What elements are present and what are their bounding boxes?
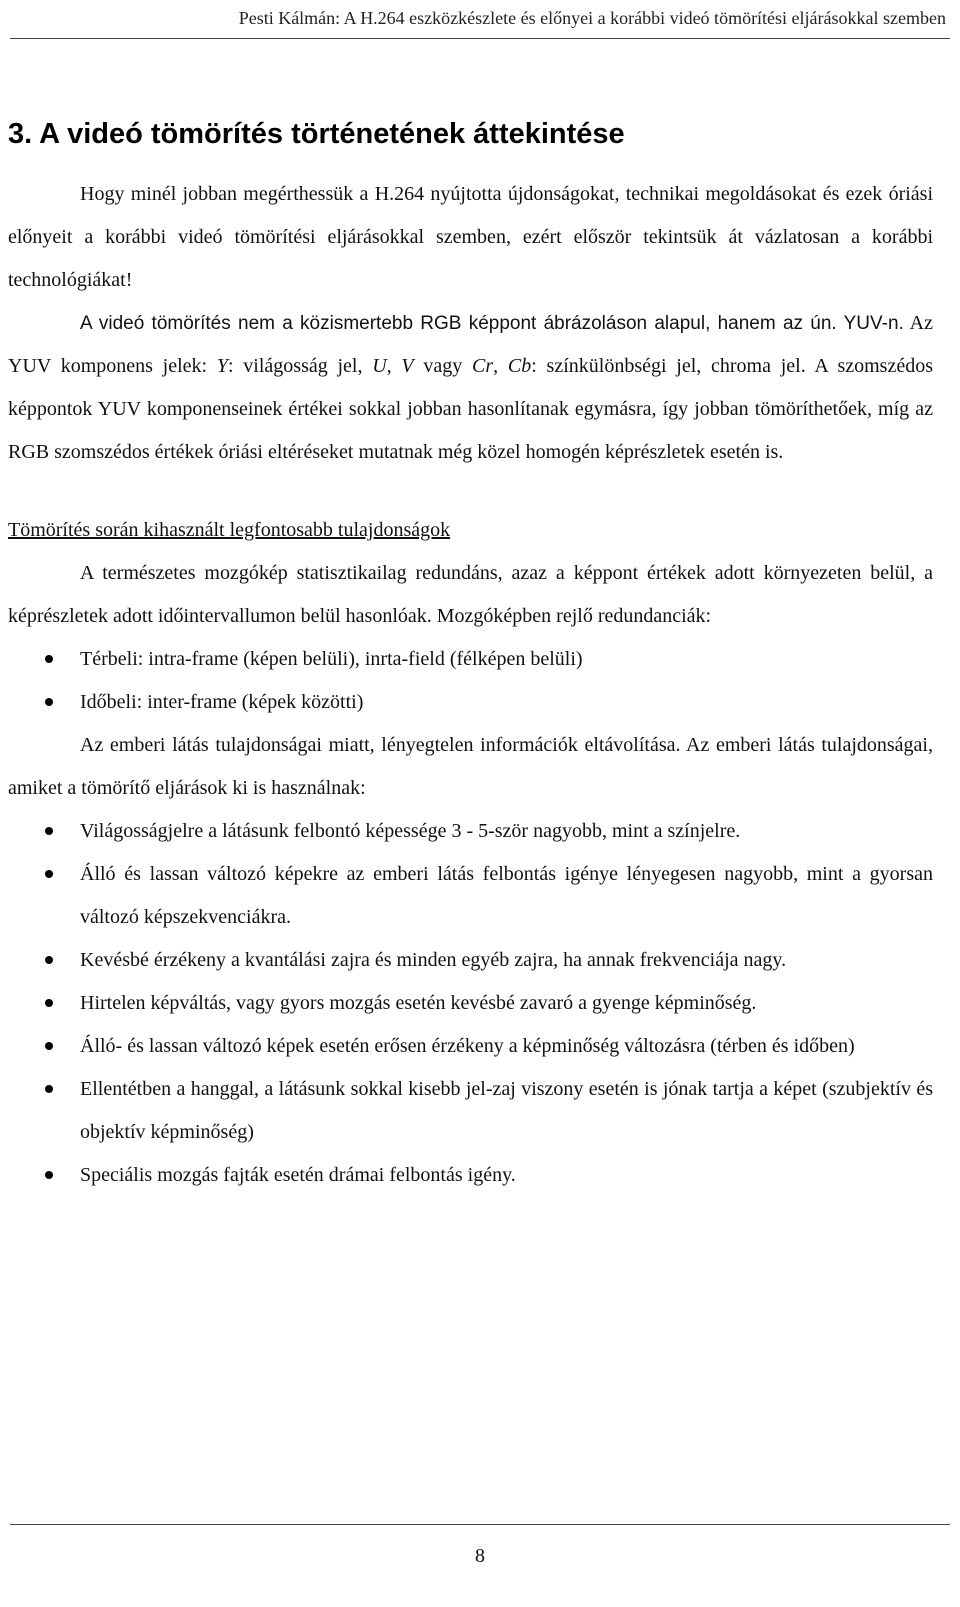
list-item-text: Speciális mozgás fajták esetén drámai felbontás igény. xyxy=(80,1164,516,1186)
page-number: 8 xyxy=(475,1545,485,1567)
list-item xyxy=(8,853,933,939)
list-item xyxy=(8,810,933,853)
yuv-rest: : színkülönbségi jel, chroma jel. A szomszédos képpontok YUV komponenseinek értékei sokkal jobban hasonlítanak egymásra, így jobban tömöríthetőek, míg az RGB szomszédos értékek óriási eltéréseket mutatnak még közel homogén képrészletek esetén is. xyxy=(8,355,933,463)
yuv-comma2: , xyxy=(493,355,508,377)
list-item-text: Térbeli: intra-frame (képen belüli), inrta-field (félképen belüli) xyxy=(80,648,583,670)
yuv-y: Y xyxy=(216,355,228,377)
vision-properties-list xyxy=(8,810,933,1197)
list-item-text: Világosságjelre a látásunk felbontó képessége 3 - 5-ször nagyobb, mint a színjelre. xyxy=(80,820,741,842)
list-item-text: Ellentétben a hanggal, a látásunk sokkal kisebb jel-zaj viszony esetén is jónak tartja a képet (szubjektív és objektív képminőség) xyxy=(80,1078,933,1143)
yuv-u: U xyxy=(372,355,387,377)
list-item-text: Kevésbé érzékeny a kvantálási zajra és minden egyéb zajra, ha annak frekvenciája nagy. xyxy=(80,949,787,971)
list-item xyxy=(8,1068,933,1154)
list-item-text: Álló- és lassan változó képek esetén erősen érzékeny a képminőség változásra (térben és időben) xyxy=(80,1035,855,1057)
list-item xyxy=(8,1154,933,1197)
bullet-icon xyxy=(45,1085,53,1093)
yuv-paragraph-lead: A videó tömörítés nem a közismertebb RGB képpont ábrázoláson alapul, hanem az ún. YUV-n. xyxy=(80,313,904,334)
yuv-cr: Cr xyxy=(472,355,494,377)
section-title: 3. A videó tömörítés történetének áttekintése xyxy=(8,118,625,150)
bullet-icon xyxy=(45,827,53,835)
intro-paragraph: Hogy minél jobban megérthessük a H.264 nyújtotta újdonságokat, technikai megoldásokat és ezek óriási előnyeit a korábbi videó tömörítési eljárásokkal szemben, ezért először tekintsük át vázlatosan a korábbi technológiákat! xyxy=(8,183,933,291)
yuv-v: V xyxy=(401,355,414,377)
yuv-y-desc: : világosság jel, xyxy=(227,355,373,377)
bullet-icon xyxy=(45,655,53,663)
page-content xyxy=(8,118,933,1197)
list-item xyxy=(8,939,933,982)
header-rule xyxy=(10,38,950,39)
bullet-icon xyxy=(45,1171,53,1179)
list-item-text: Álló és lassan változó képekre az emberi látás felbontás igénye lényegesen nagyobb, mint a gyorsan változó képszekvenciákra. xyxy=(80,863,933,928)
yuv-paragraph xyxy=(8,302,933,474)
vision-paragraph: Az emberi látás tulajdonságai miatt, lényegtelen információk eltávolítása. Az emberi látás tulajdonságai, amiket a tömörítő eljárások ki is használnak: xyxy=(8,734,933,799)
yuv-cb: Cb xyxy=(507,355,532,377)
yuv-intro: Az YUV komponens jelek: xyxy=(8,312,934,377)
footer-rule xyxy=(10,1524,950,1525)
bullet-icon xyxy=(45,956,53,964)
list-item xyxy=(8,1025,933,1068)
running-header: Pesti Kálmán: A H.264 eszközkészlete és előnyei a korábbi videó tömörítési eljárásokkal szemben xyxy=(238,8,946,28)
list-item xyxy=(8,681,933,724)
bullet-icon xyxy=(45,1042,53,1050)
yuv-comma: , xyxy=(386,355,402,377)
yuv-vagy: vagy xyxy=(413,355,473,377)
list-item-text: Időbeli: inter-frame (képek közötti) xyxy=(80,691,364,713)
bullet-icon xyxy=(45,698,53,706)
bullet-icon xyxy=(45,999,53,1007)
subsection-heading: Tömörítés során kihasznált legfontosabb tulajdonságok xyxy=(8,519,451,541)
redundancy-list xyxy=(8,638,933,724)
list-item xyxy=(8,982,933,1025)
redundancy-paragraph: A természetes mozgókép statisztikailag redundáns, azaz a képpont értékek adott környezeten belül, a képrészletek adott időintervallumon belül hasonlóak. Mozgóképben rejlő redundanciák: xyxy=(8,562,933,627)
list-item-text: Hirtelen képváltás, vagy gyors mozgás esetén kevésbé zavaró a gyenge képminőség. xyxy=(80,992,757,1014)
bullet-icon xyxy=(45,870,53,878)
list-item xyxy=(8,638,933,681)
